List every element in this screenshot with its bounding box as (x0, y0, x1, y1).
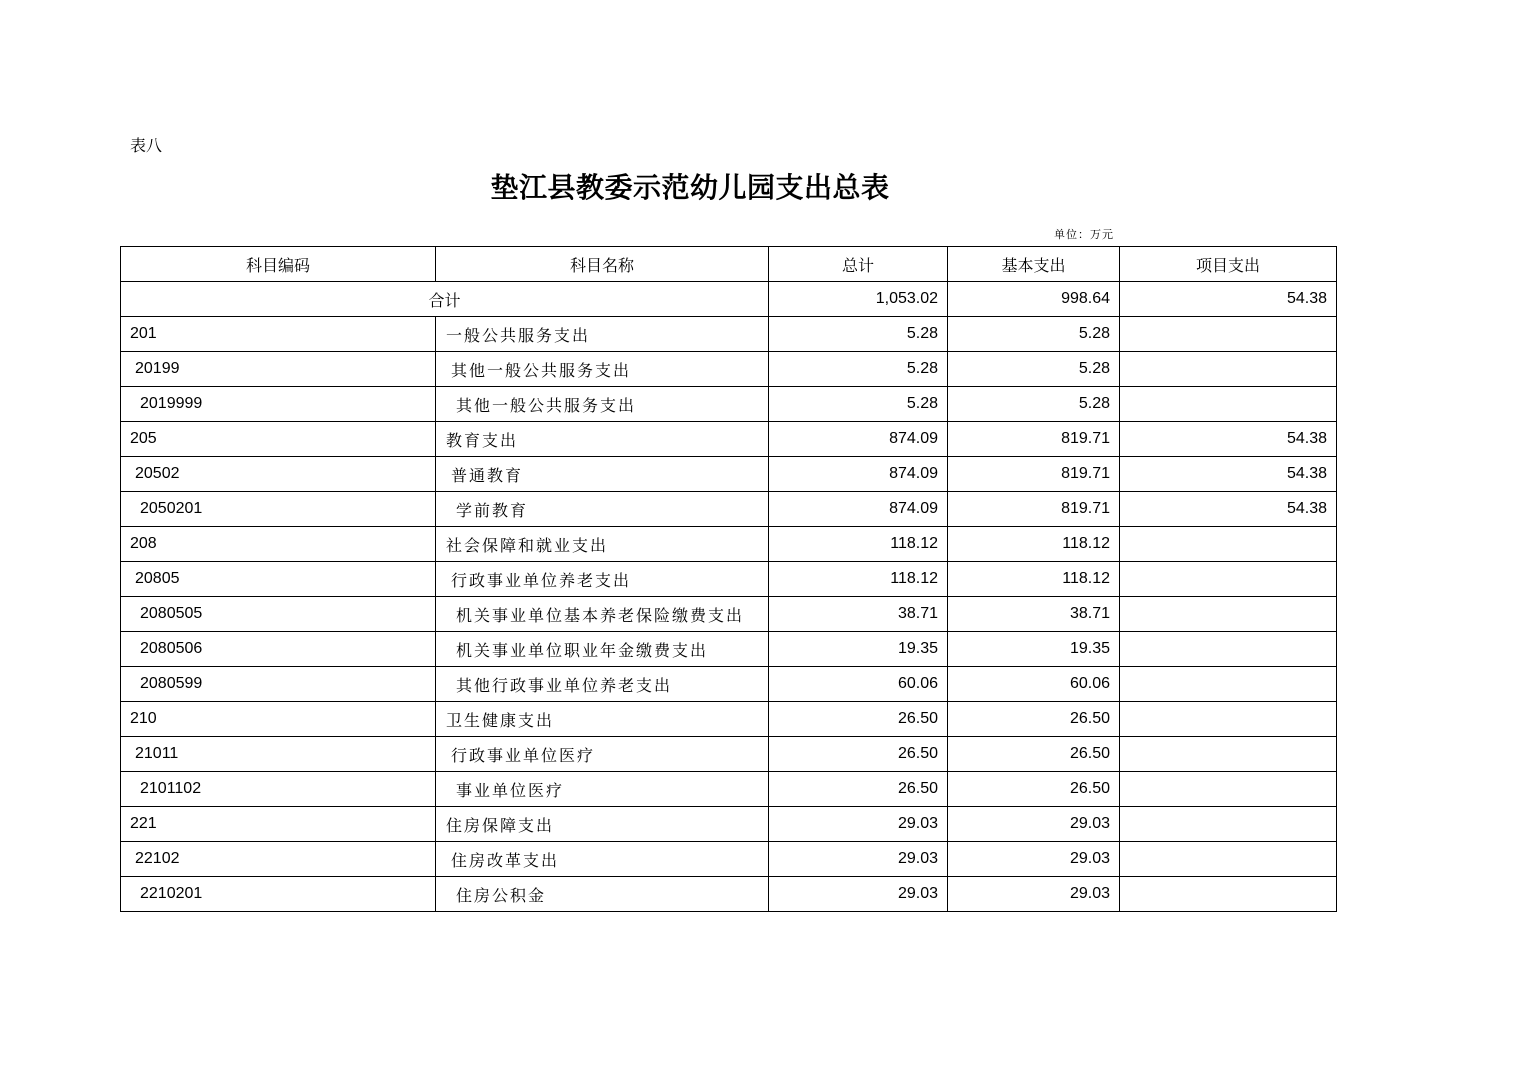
cell-basic: 819.71 (948, 492, 1120, 527)
header-code: 科目编码 (121, 247, 436, 282)
table-row (121, 457, 1337, 492)
cell-total: 26.50 (769, 772, 948, 807)
cell-name: 机关事业单位基本养老保险缴费支出 (436, 597, 769, 632)
cell-total: 29.03 (769, 807, 948, 842)
cell-basic: 29.03 (948, 842, 1120, 877)
cell-name: 普通教育 (436, 457, 769, 492)
cell-name: 住房改革支出 (436, 842, 769, 877)
header-total: 总计 (769, 247, 948, 282)
cell-code: 2080506 (121, 632, 436, 667)
table-row (121, 807, 1337, 842)
cell-code: 22102 (121, 842, 436, 877)
cell-project (1120, 562, 1337, 597)
cell-basic: 29.03 (948, 877, 1120, 912)
table-row (121, 842, 1337, 877)
cell-basic: 819.71 (948, 422, 1120, 457)
table-row (121, 387, 1337, 422)
cell-total: 874.09 (769, 492, 948, 527)
cell-name: 卫生健康支出 (436, 702, 769, 737)
cell-name: 学前教育 (436, 492, 769, 527)
cell-total: 38.71 (769, 597, 948, 632)
total-basic: 998.64 (948, 282, 1120, 317)
cell-project (1120, 807, 1337, 842)
table-row (121, 352, 1337, 387)
table-row (121, 772, 1337, 807)
header-basic: 基本支出 (948, 247, 1120, 282)
cell-code: 21011 (121, 737, 436, 772)
cell-basic: 118.12 (948, 527, 1120, 562)
cell-code: 20502 (121, 457, 436, 492)
table-row (121, 667, 1337, 702)
cell-total: 5.28 (769, 387, 948, 422)
table-row (121, 597, 1337, 632)
cell-project (1120, 317, 1337, 352)
cell-project (1120, 597, 1337, 632)
cell-name: 其他一般公共服务支出 (436, 387, 769, 422)
total-total: 1,053.02 (769, 282, 948, 317)
cell-code: 2080505 (121, 597, 436, 632)
cell-total: 118.12 (769, 527, 948, 562)
cell-name: 行政事业单位养老支出 (436, 562, 769, 597)
cell-basic: 5.28 (948, 317, 1120, 352)
cell-total: 26.50 (769, 702, 948, 737)
cell-code: 208 (121, 527, 436, 562)
cell-project: 54.38 (1120, 492, 1337, 527)
cell-code: 205 (121, 422, 436, 457)
table-row (121, 562, 1337, 597)
cell-project: 54.38 (1120, 422, 1337, 457)
cell-total: 26.50 (769, 737, 948, 772)
cell-basic: 5.28 (948, 352, 1120, 387)
sheet-label: 表八 (130, 136, 163, 155)
cell-basic: 26.50 (948, 772, 1120, 807)
cell-total: 29.03 (769, 842, 948, 877)
total-row (121, 282, 1337, 317)
cell-total: 874.09 (769, 457, 948, 492)
cell-code: 201 (121, 317, 436, 352)
cell-name: 住房公积金 (436, 877, 769, 912)
cell-total: 5.28 (769, 317, 948, 352)
cell-basic: 60.06 (948, 667, 1120, 702)
cell-basic: 5.28 (948, 387, 1120, 422)
cell-name: 其他行政事业单位养老支出 (436, 667, 769, 702)
cell-total: 118.12 (769, 562, 948, 597)
cell-code: 20199 (121, 352, 436, 387)
cell-project (1120, 667, 1337, 702)
cell-code: 20805 (121, 562, 436, 597)
total-project: 54.38 (1120, 282, 1337, 317)
table-row (121, 702, 1337, 737)
table-row (121, 317, 1337, 352)
cell-basic: 38.71 (948, 597, 1120, 632)
cell-project (1120, 842, 1337, 877)
cell-code: 210 (121, 702, 436, 737)
cell-total: 874.09 (769, 422, 948, 457)
table-row (121, 422, 1337, 457)
cell-basic: 26.50 (948, 737, 1120, 772)
cell-name: 其他一般公共服务支出 (436, 352, 769, 387)
cell-code: 2101102 (121, 772, 436, 807)
header-project: 项目支出 (1120, 247, 1337, 282)
table-row (121, 492, 1337, 527)
cell-code: 2050201 (121, 492, 436, 527)
table-row (121, 737, 1337, 772)
cell-basic: 26.50 (948, 702, 1120, 737)
cell-code: 221 (121, 807, 436, 842)
unit-label: 单位：万元 (1054, 228, 1114, 241)
cell-project (1120, 352, 1337, 387)
cell-basic: 29.03 (948, 807, 1120, 842)
cell-basic: 819.71 (948, 457, 1120, 492)
cell-total: 19.35 (769, 632, 948, 667)
cell-project: 54.38 (1120, 457, 1337, 492)
table-header-row (121, 247, 1337, 282)
table-row (121, 632, 1337, 667)
cell-total: 29.03 (769, 877, 948, 912)
cell-name: 社会保障和就业支出 (436, 527, 769, 562)
cell-project (1120, 772, 1337, 807)
cell-project (1120, 527, 1337, 562)
cell-basic: 19.35 (948, 632, 1120, 667)
cell-code: 2210201 (121, 877, 436, 912)
header-name: 科目名称 (436, 247, 769, 282)
cell-project (1120, 737, 1337, 772)
cell-project (1120, 632, 1337, 667)
cell-name: 教育支出 (436, 422, 769, 457)
cell-name: 机关事业单位职业年金缴费支出 (436, 632, 769, 667)
table-row (121, 877, 1337, 912)
cell-code: 2019999 (121, 387, 436, 422)
cell-project (1120, 702, 1337, 737)
cell-project (1120, 387, 1337, 422)
cell-name: 行政事业单位医疗 (436, 737, 769, 772)
cell-basic: 118.12 (948, 562, 1120, 597)
cell-name: 住房保障支出 (436, 807, 769, 842)
cell-total: 60.06 (769, 667, 948, 702)
cell-code: 2080599 (121, 667, 436, 702)
total-label: 合计 (121, 282, 769, 317)
document-title: 垫江县教委示范幼儿园支出总表 (490, 171, 890, 204)
expenditure-table (120, 246, 1337, 912)
cell-project (1120, 877, 1337, 912)
cell-name: 事业单位医疗 (436, 772, 769, 807)
cell-name: 一般公共服务支出 (436, 317, 769, 352)
table-row (121, 527, 1337, 562)
cell-total: 5.28 (769, 352, 948, 387)
